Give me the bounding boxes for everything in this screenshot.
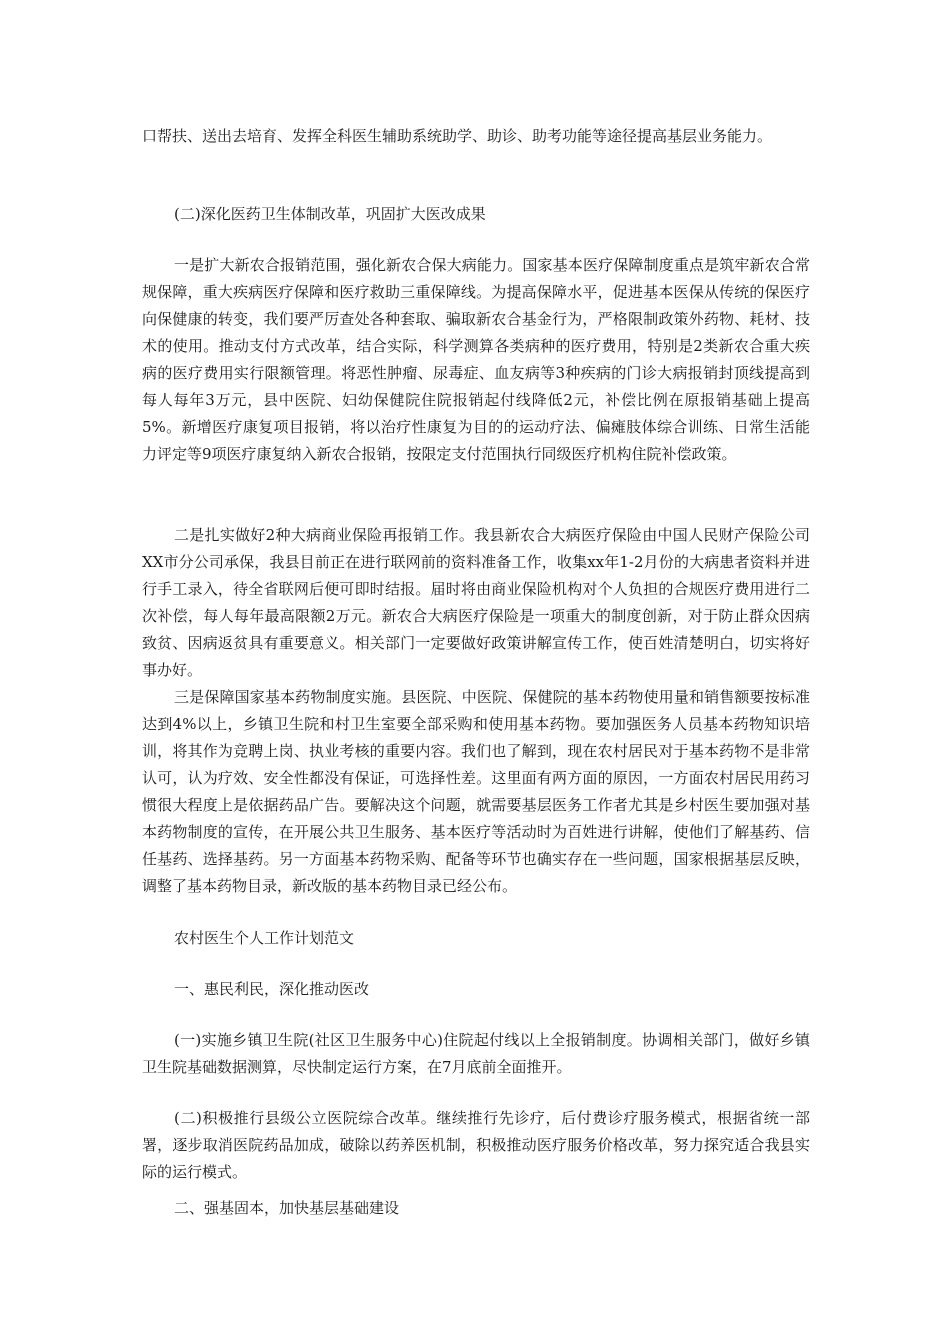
section-heading-benefit: 一、惠民利民，深化推动医改 <box>174 980 370 998</box>
document-title: 农村医生个人工作计划范文 <box>174 929 355 947</box>
section-heading-foundation: 二、强基固本，加快基层基础建设 <box>174 1199 400 1217</box>
section-heading-reform: (二)深化医药卫生体制改革，巩固扩大医改成果 <box>174 205 486 223</box>
paragraph-county-hospital: (二)积极推行县级公立医院综合改革。继续推行先诊疗，后付费诊疗服务模式，根据省统一部署，逐步取消医院药品加成，破除以药养医机制，积极推动医疗服务价格改革，努力探究适合我县实际的运行模式。 <box>142 1109 810 1181</box>
paragraph-insurance-scope: 一是扩大新农合报销范围，强化新农合保大病能力。国家基本医疗保障制度重点是筑牢新农合常规保障，重大疾病医疗保障和医疗救助三重保障线。为提高保障水平，促进基本医保从传统的保医疗向保健康的转变，我们要严厉查处各种套取、骗取新农合基金行为，严格限制政策外药物、耗材、技术的使用。推动支付方式改革，结合实际，科学测算各类病种的医疗费用，特别是2类新农合重大疾病的医疗费用实行限额管理。将恶性肿瘤、尿毒症、血友病等3种疾病的门诊大病报销封顶线提高到每人每年3万元，县中医院、妇幼保健院住院报销起付线降低2元，补偿比例在原报销基础上提高5%。新增医疗康复项目报销，将以治疗性康复为目的的运动疗法、偏瘫肢体综合训练、日常生活能力评定等9项医疗康复纳入新农合报销，按限定支付范围执行同级医疗机构住院补偿政策。 <box>142 256 810 463</box>
paragraph-township-hospital: (一)实施乡镇卫生院(社区卫生服务中心)住院起付线以上全报销制度。协调相关部门，做好乡镇卫生院基础数据测算，尽快制定运行方案，在7月底前全面推开。 <box>142 1031 810 1076</box>
paragraph-continuation: 口帮扶、送出去培育、发挥全科医生辅助系统助学、助诊、助考功能等途径提高基层业务能力。 <box>142 127 773 145</box>
paragraph-commercial-insurance: 二是扎实做好2种大病商业保险再报销工作。我县新农合大病医疗保险由中国人民财产保险公司XX市分公司承保，我县目前正在进行联网前的资料准备工作，收集xx年1-2月份的大病患者资料并进行手工录入，待全省联网后便可即时结报。届时将由商业保险机构对个人负担的合规医疗费用进行二次补偿，每人每年最高限额2万元。新农合大病医疗保险是一项重大的制度创新，对于防止群众因病致贫、因病返贫具有重要意义。相关部门一定要做好政策讲解宣传工作，使百姓清楚明白，切实将好事办好。 <box>142 526 810 679</box>
paragraph-essential-drugs: 三是保障国家基本药物制度实施。县医院、中医院、保健院的基本药物使用量和销售额要按标准达到4%以上，乡镇卫生院和村卫生室要全部采购和使用基本药物。要加强医务人员基本药物知识培训，将其作为竞聘上岗、执业考核的重要内容。我们也了解到，现在农村居民对于基本药物不是非常认可，认为疗效、安全性都没有保证，可选择性差。这里面有两方面的原因，一方面农村居民用药习惯很大程度上是依据药品广告。要解决这个问题，就需要基层医务工作者尤其是乡村医生要加强对基本药物制度的宣传，在开展公共卫生服务、基本医疗等活动时为百姓进行讲解，使他们了解基药、信任基药、选择基药。另一方面基本药物采购、配备等环节也确实存在一些问题，国家根据基层反映，调整了基本药物目录，新改版的基本药物目录已经公布。 <box>142 688 810 895</box>
